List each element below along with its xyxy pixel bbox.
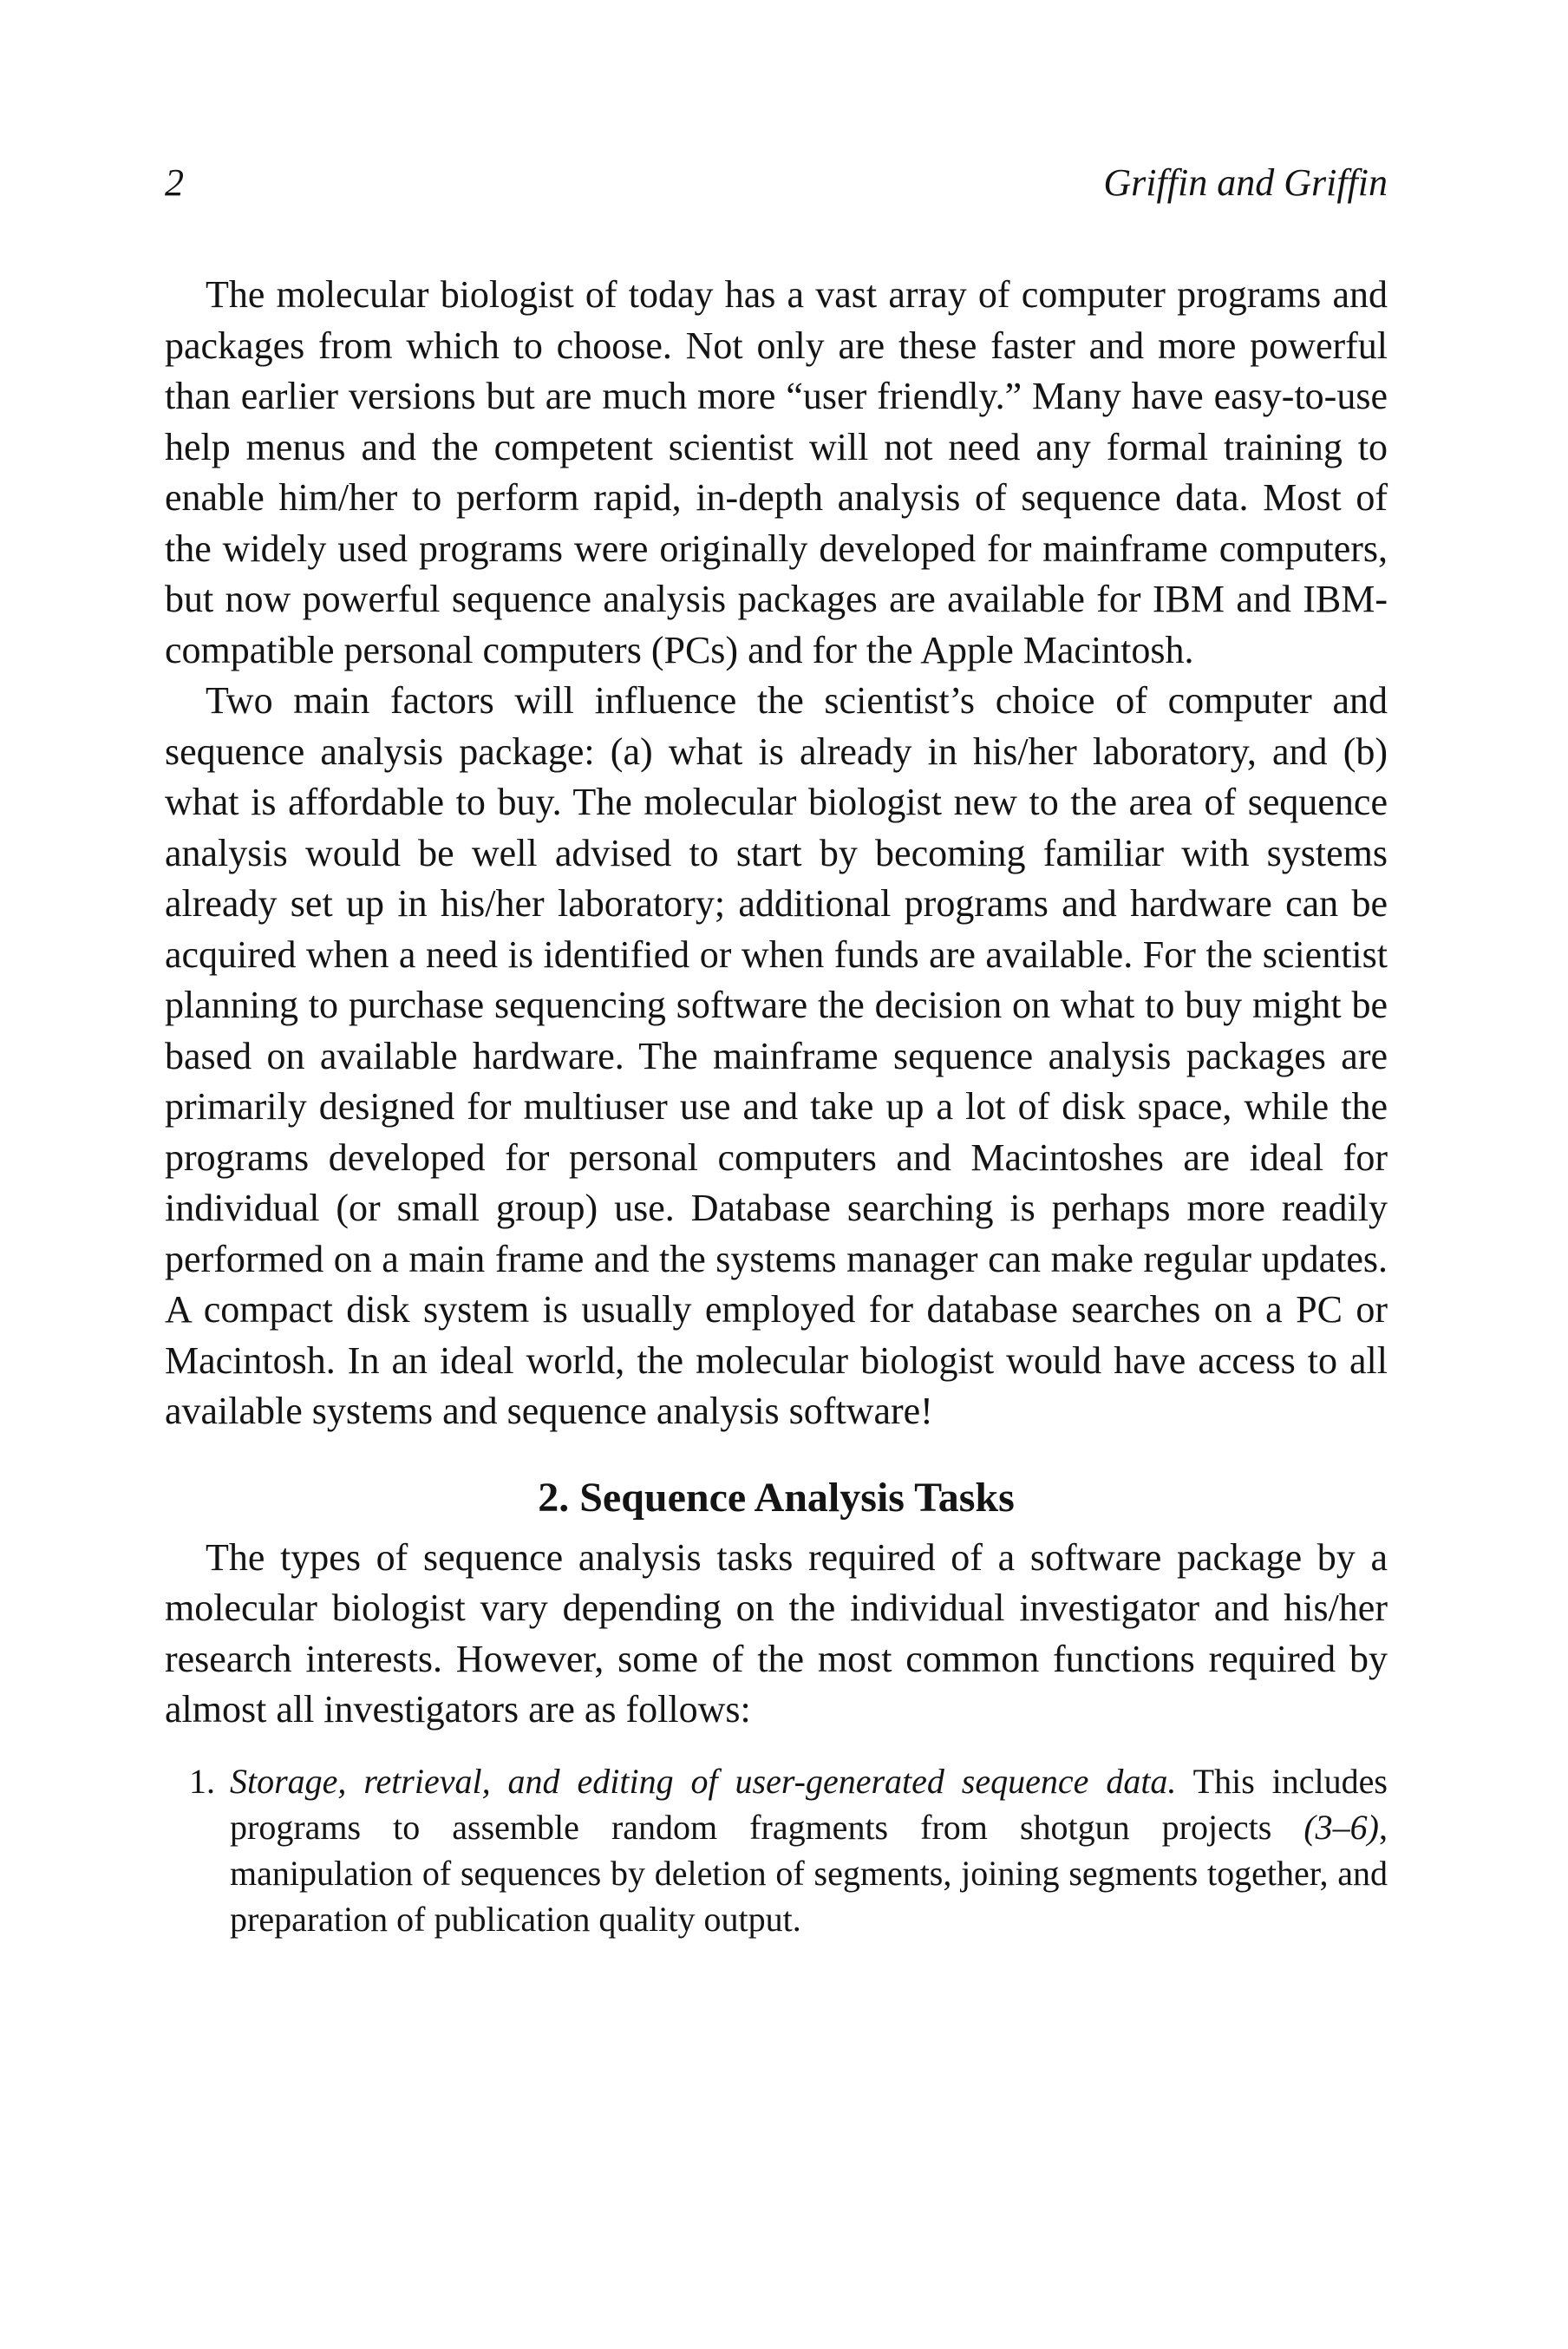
paragraph-intro: The molecular biologist of today has a vast array of computer programs and packages from which to choose. Not only are these faster and more powerful than earlier versions but are much more “user friendly.” Many have easy-to-use help menus and the competent scientist will not need any formal training to enable him/her to perform rapid, in-depth analysis of sequence data. Most of the widely used programs were originally developed for mainframe computers, but now powerful sequence analysis packages are available for IBM and IBM-compatible personal computers (PCs) and for the Apple Macintosh.	[165, 273, 1388, 671]
page-number: 2	[165, 161, 184, 204]
body-text	[165, 270, 1388, 1736]
list-item-title: Storage, retrieval, and editing of user-generated sequence data.	[230, 1761, 1177, 1801]
list-item-text: This includes programs to assemble random fragments from shotgun projects	[230, 1761, 1388, 1847]
section-intro-paragraph: The types of sequence analysis tasks required of a software package by a molecular biologist vary depending on the individual investigator and his/her research interests. However, some of the most common functions required by almost all investigators are as follows:	[165, 1535, 1388, 1731]
paragraph-factors: Two main factors will influence the scientist’s choice of computer and sequence analysis package: (a) what is already in his/her laboratory, and (b) what is affordable to buy. The molecular biologist new to the area of sequence analysis would be well advised to start by becoming familiar with systems already set up in his/her laboratory; additional programs and hardware can be acquired when a need is identified or when funds are available. For the scientist planning to purchase sequencing software the decision on what to buy might be based on available hardware. The mainframe sequence analysis packages are primarily designed for multiuser use and take up a lot of disk space, while the programs developed for personal computers and Macintoshes are ideal for individual (or small group) use. Database searching is perhaps more readily performed on a main frame and the systems manager can make regular updates. A compact disk system is usually employed for database searches on a PC or Macintosh. In an ideal world, the molecular biologist would have access to all available systems and sequence analysis software!	[165, 679, 1388, 1432]
list-item-number: 1.	[189, 1761, 215, 1801]
running-title: Griffin and Griffin	[1103, 161, 1388, 204]
citation-reference: (3–6)	[1303, 1807, 1379, 1847]
list-item	[165, 1758, 1388, 1942]
page-content	[165, 160, 1388, 1942]
section-heading: 2. Sequence Analysis Tasks	[538, 1474, 1015, 1521]
task-list	[165, 1758, 1388, 1942]
list-item-text-continued: , manipulation of sequences by deletion of segments, joining segments together, and preparation of publication quality output.	[230, 1807, 1388, 1939]
running-head	[165, 160, 1388, 221]
